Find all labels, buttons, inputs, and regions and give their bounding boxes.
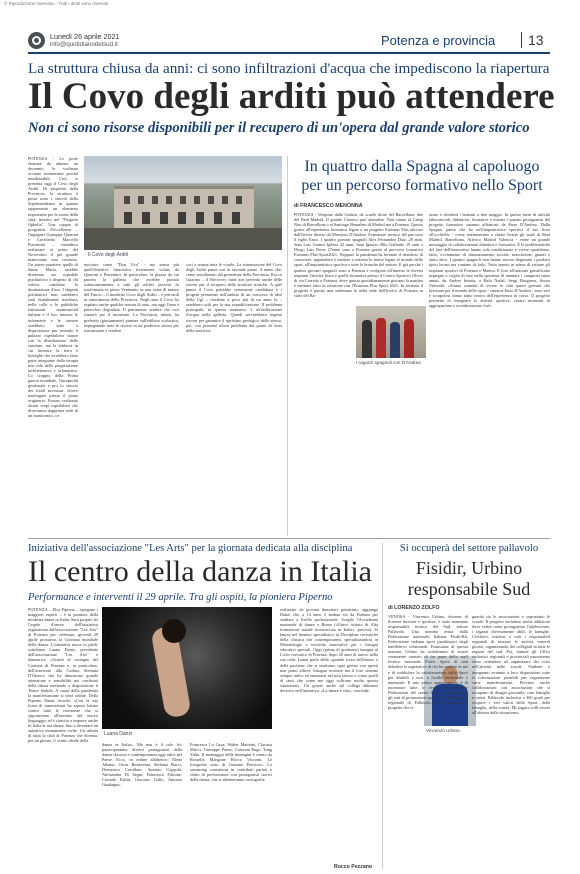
- person-4: [404, 319, 414, 358]
- story4-byline: di LORENZO ZOLFO: [388, 605, 440, 611]
- story1-column-2: nosciuto come "Don Uva" - ma senza più quell'obiettivo futuristico fortemente voluto da Quaroni e Piacentini. In particolare, la piazza da cui partiva la galleria che avrebbe portato sotterraneamente a tutti gli edifici previsti fu trasformata in pieno Ventennio in una sorta di museo del Fascio – il moderno Covo degli Arditi – e più tardi in autorimessa della Provincia. Negli anni il Covo ha ospitato anche qualche mostra di auto, ma oggi l'area è parecchio degradata. Il patrimonio sembra che così rimarrà per il momento. La Provincia, infatti, ha preferito (giustamente) puntare sull'edilizia scolastica, impegnando tutte le risorse in un poderoso sforzo per ristrutturare e rendere: [84, 262, 179, 333]
- story3-column-1: POTENZA – Elsa Piperno – spiegano i maggiori esperti – è la pioniera della moderna danza in Italia. Sarà proprio lei l'ospite d'onore dell'iniziativa organizzata dall'associazione "Les Arts" di Potenza per celebrare, giovedì 29 aprile prossimo, la Giornata mondiale della danza. L'iniziativa nasce in piedi, sottolinea Luana Danzi, presidente dell'associazione "Les Arts" e danzatrice. «Grazie al sostegno del Comune di Potenza e, in particolare, dell'assessore alla Cultura Stefania D'Ottavio che ha dimostrato grande attenzione e sensibilità nei confronti della danza mettendo a disposizione il Teatro Stabile. A causa della pandemia la manifestazione si terrà online. Della Piperno Danzi ricorda: «Con la sua forza di innovazione ha saputo lottare contro tutte le resistenze che si opponevano all'avvento del nuovo linguaggio ed è riuscita a imporre anche in Italia la sua danza, fino a diventare un autentico monumento civile. Un tributo di tutta la città di Potenza che diventa, per un giorno, il centro ideale della: [28, 607, 98, 744]
- story2-column-1: POTENZA - Vengono dalla Galizia, da scuole tifose del Barcellona, due del Real Madrid. Il grande Classico può attendere. Non siamo al Camp Nou di Barcellona o al Santiago Bernabeu di Madrid ma a Potenza. Questo grazie all'esperienza formativa legata a un progetto Erasmus Plus attivato dall'Irrefor diretto da Massimo D'Andrea. Formatore tecnico del percorso il figlio Enzo. I quattro giovani spagnoli Alex Fernandez Diaz, 28 anni, Jean Luis Gomez Iglesia 32 anni, Juan Ignacio Rilo Gallardo 19 anni e Diego Luis Perez 27enne sono a Potenza grazie al percorso formativo Erasmus Plus-Sport2021. Neppure la pandemia ha fermato il desiderio di conoscere, apprendere e mettere a sistema le intese legate al mondo dello sport, all'impiantistica sportiva e tutte le branche del settore. E già perché i quattro giovani spagnoli sono a Potenza e svolgono all'interno di diversi impianti l'attività fisica e quella formativa presso il Centro Sportivo Oliver di via Cerretta a Potenza, dove questa quotidianamente giocano la mattina e mettono tutto in relazione con l'Erasmus Plus Sport 2021. In seratura il progetto è partito una settimana fa nella sede dell'Irrefor di Potenza in viale del Ba-: [294, 212, 423, 298]
- sport-photo: [356, 306, 426, 358]
- person-2: [376, 318, 386, 358]
- person-3: [390, 322, 400, 358]
- dancer-photo-caption: Luana Danzi: [104, 731, 133, 737]
- foreground-railing: [84, 228, 282, 250]
- story3-column-3: Francesca La Cava, Walter Matteini, Clarissa Mucci, Giuseppe Punzo, Caterina Rago, Yang Yulin. Il montaggio delle immagini è curato da Rossella Mangone Rocco Viscomi. Le fotografie sono di Gaetano Percuoco. Lo streaming consisterrà in contributi parlati o video di performance con protagonisti storici della danza, che si alterneranno coreografie: [190, 742, 272, 783]
- story3-headline: Il centro della danza in Italia: [28, 555, 372, 588]
- dancer-hair: [162, 619, 186, 643]
- column-divider-story3: [382, 543, 383, 869]
- story4-column-2: guarda sia le associazioni e soprattutto le scuole. Il progetto includere anche addizioni dove vedrà come protagonista l'adolescente, i ragazzi diversamente abili, le famiglie. Cercherò, insieme a tutti i responsabili regionali di iniziare le attività venerdi giorno, organizzando dei collegiali in tutte le regioni del sud. Poi, tramite gli Uffici scolastici regionali e provinciali passerremo verso settembre ad organizzare dei corsi nell'attività nelle scuole. Studenti e insegnanti avranno a loro disposizioni tutte le informazioni possibili per organizzare varie manifestazioni. Prevista anche collaborazioni con associazioni che si occupano di disagio giovanile, case famiglie e centri. Pallavolo inclusiva a 360 gradi per scoprire i veri valori dello Sport, della famiglia, della scuola. Mi auguro rolli essere all'altezza della situazione».: [472, 614, 550, 715]
- column-divider-story1: [287, 156, 288, 536]
- page-number: 13: [528, 32, 544, 48]
- dancer-photo: [102, 607, 272, 729]
- story1-column-1: POTENZA - Le porte sbarrate da almeno un decennio, le scalinate accanto transennate perché inutilizzabili. Così si presenta oggi il Covo degli Arditi. Di proprietà della Provincia, la struttura è posta sotto i vincoli della Soprintendenza in quanto rappresenta un elemento importante per la storia della città, inserito nel "Progetto Ophelia". Una coppia di progettisti d'eccellenza – l'ingegner Giuseppe Quaroni e l'architetto Marcello Piacentini – intendeva realizzare ai primi del Novecento il più grande manicomio mai costruito. Un intero quartiere, quello di Santa Maria, sarebbe diventato un ospedale psichiatrico a dispetto di chi voleva cambiare la destinazione d'uso. I degenti psichiatrici non sarebbero stati brutalmente rinchiusi, nelle celle o le pubbliche istituzioni manicomiali italiane e il loro interno; le infermerie e le camere sarebbero state a disposizione pur essendo il palazzo ospedaliero stanze con la distribuzione delle strutture, ma la fabbrica in cui lavorare la terra e botteghe che avrebbero fatto parte integrante della terapia non solo della progettazione architettonica e urbanistica. Lo scoppio della Prima guerra mondiale, l'incapacità gestionale e poi lo sfascio dei fondi necessari, fecero naufragare presto il piano originario. Furono realizzati alcuni corpi ospedalieri che diverranno dapprima sede di un manicomio, co-: [28, 156, 78, 419]
- section-break: [28, 538, 550, 539]
- story4-column-1: VENOSA - Vincenzo Urbino, docente di Scienze motorie e sportive, è stato nominato responsabile tecnico del Sud, settore Pallavolo. Una nomina avuta dalla Federazione nazionale Italiana Fisdir-Rh, Federazione italiana sport paralimpici degli intellettivo relazionali. Entusiasta di questa nomina, Urbino ha sottolineato di essere veramente onorato di far parte dello staff tecnico nazionale Fisdir. Spero di non deludere le aspettative di chi ha creduto in me e di soddisfare la valorizzazione dello Sport per disabili e non, a livello territoriale e nazionale. Il mio primo appuntamento è di incontrare tutte le realtà che presente Federazioni del centro Sud, le associazioni, gli enti di promozione sportiva la Federazione regionale di Pallavolo, per presentare il progetto che ri-: [388, 614, 468, 710]
- story3-signature: Rocco Pezzano: [334, 864, 373, 870]
- story3-subhead: Performance e interventi il 29 aprile. Tra gli ospiti, la pioniera Piperno: [28, 592, 333, 603]
- story1-subhead: Non ci sono risorse disponibili per il recupero di un'opera dal grande valore storico: [28, 120, 530, 136]
- story3-column-2: danza in Italia». Ma non è il solo lei: parteciperanno diversi protagonisti della danza classica e contemporanea oggi attivi nel Paese. Ecco, in ordine alfabetico: Elena Albano, Oscar Bonavenra, Stefania Bucci, Domenico Cavallaro, Antonio Coppola, Alessandra Di Segni, Francesca Falcone, Corrado Falsin, Giacomo Gallo, Antonio Guadagno,: [102, 742, 182, 788]
- issue-date: Lunedì 26 aprile 2021: [50, 32, 120, 41]
- masthead: [28, 29, 550, 51]
- story3-column-4: realizzate da giovani danzatori potentini», aggiunge Danzi che, a 14 anni, è andata via da Potenza per studiare a livello professionale. Sceglie l'Accademia nazionale di danza a Roma («Unico istituto di Alta formazione statale riconosciuto in Italia», precisa). Si laurea nel biennio specialistico in Discipline coreutiche della classica che contemporanea, specializzandosi in Metodologie e tecniche innovative per i bisogni educativi speciali. Oggi (prima di graduarsi) insegna al Liceo coreutico di Potenza, dopo 20 anni di nuovo nella sua città. Luana parla della «grande forza dell'amore e della passione che si sentivano ogni giorno con questi non primi allievi: bisogna resistere ma il loro sistema sempre attivo ed entusiasti nel mio lavoro e come quelli di tanti che come me oggi soffrono molto questa situazione». Un grazie anche sul collega abbiamo decisivo nell'iniziativa. «La danza è vita», conclude.: [280, 607, 378, 693]
- covo-photo-caption: Il Covo degli Arditi: [88, 252, 129, 258]
- contact-url: info@quotidianodelsud.it: [50, 41, 118, 48]
- masthead-rule: [28, 52, 550, 54]
- person-1: [362, 320, 372, 358]
- building-window-row: [124, 196, 244, 204]
- story2-byline: di FRANCESCO MENONNA: [294, 203, 363, 209]
- section-name: Potenza e provincia: [381, 33, 496, 48]
- story2-column-2: sento e chiuderà i battenti a fine maggio. In questo mese di attività laboratoriali, didattiche, formative e esterne i quattro protagonisti del progetto formativo saranno affiancati da Enzo D'Andrea. Dalla Spagna, paese che ha nell'impiantistica sportiva il suo fiore all'occhiello - come testimoniano a chiare lettere gli stadi di Real Madrid, Barcellona, Atletico Madrid Valencia - viene un grande messaggio di collaborazione didattica e formativa. E le problematiche del fare dell'innovativa hanno sole condizionato e vivere quotidiano, fatto, ovviamente di distanziamento sociale, mascherine, guanti e tanto altro. I quattro spagnoli non hanno ancora degustato i prodotti tipici lucani ma contano di farlo. Tutto questo in attesa di visitare gli impianti sportivi di Potenza e Matera. E loro all'unisono giustificano impegno e voglia di fare nella speranza di emulare i campioni tanto amati, da Andres Iniesta, a Rafa Nadal, Sergi Bruguera, finora Valverde. «Siamo contenti di vivere in città questi giovani che lavorano per il mondo dello sport - rimarca Enzo D'Andrea - sono seri e scrupolosi fanno tanto tesoro dell'esperienza in corso. Il progetto permette di insegnare le attività sportive, creare momenti di aggregazione e socializzazione forti.: [429, 212, 550, 308]
- section-divider: [521, 32, 522, 48]
- story4-headline: Fisidir, Urbino responsabile Sud: [407, 558, 531, 599]
- building-door-row: [124, 212, 244, 224]
- covo-photo: [84, 156, 282, 250]
- story2-headline: In quattro dalla Spagna al capoluogo per un percorso formativo nello Sport: [301, 158, 543, 194]
- story1-headline: Il Covo degli arditi può attendere: [28, 76, 555, 117]
- sport-photo-caption: I ragazzi spagnoli con D'Andrea: [356, 360, 421, 365]
- story4-kicker: Si occuperà del settore pallavolo: [399, 543, 539, 554]
- story1-column-3: così a norma tutte le scuole. La sistemazione del Covo degli Arditi passa così in secondo piano. A meno che, come sottolineato dal presidente della Provincia, Rocco Guarino – il Recovery fund non preveda anche delle risorse per il recupero delle strutture storiche. A quel punto il Covo potrebbe certamente candidarsi e i progetti presentati nell'ambito di un concorso di idee della Ugl – risalente a poco più di un anno fa – sarebbero utili per la sua riqualificazione. Il problema principale, in questo momento, è un'infiltrazione d'acqua nella galleria. Quindi servirebbero ingenti risorse per garantire il ripristino geologico dello stesso, poi, con presente alcun problema dal punto di vista della statistica.: [186, 262, 282, 333]
- story1-kicker: La struttura chiusa da anni: ci sono infiltrazioni d'acqua che impediscono la riapertura: [28, 60, 550, 77]
- logo-q-icon: [32, 36, 41, 45]
- copyright-watermark: © Riproduzione riservata – Tutti i diritti sono riservati: [4, 1, 109, 6]
- story3-kicker: Iniziativa dell'associazione "Les Arts" per la giornata dedicata alla disciplina: [28, 543, 353, 554]
- urbino-photo-caption: Vincenzo Urbino: [426, 728, 460, 733]
